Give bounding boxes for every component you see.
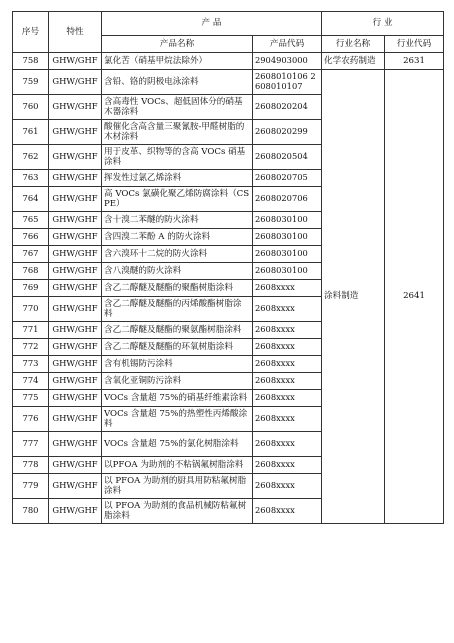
product-name: 含高毒性 VOCs、超低固体分的硝基木器涂料 [102,95,253,120]
product-code: 2608030100 [253,263,322,280]
row-feature: GHW/GHF [49,356,102,373]
product-code: 2608020706 [253,187,322,212]
row-feature: GHW/GHF [49,120,102,145]
product-name: VOCs 含量超 75%的氯化树脂涂料 [102,432,253,457]
product-name: 含氧化亚铜防污涂料 [102,373,253,390]
product-name: VOCs 含量超 75%的硝基纤维素涂料 [102,390,253,407]
row-feature: GHW/GHF [49,95,102,120]
row-number: 759 [13,70,49,95]
product-code: 2608xxxx [253,457,322,474]
row-number: 780 [13,499,49,524]
product-code: 2608xxxx [253,474,322,499]
row-feature: GHW/GHF [49,263,102,280]
product-name: 含铅、铬的阴极电泳涂料 [102,70,253,95]
industry-name: 涂料制造 [322,70,385,524]
row-feature: GHW/GHF [49,212,102,229]
product-name: 含乙二醇醚及醚酯的聚酯树脂涂料 [102,280,253,297]
product-code: 2608xxxx [253,407,322,432]
row-number: 775 [13,390,49,407]
row-number: 760 [13,95,49,120]
table-body [13,53,444,524]
row-feature: GHW/GHF [49,187,102,212]
row-feature: GHW/GHF [49,339,102,356]
row-feature: GHW/GHF [49,432,102,457]
product-code: 2608020504 [253,145,322,170]
row-number: 777 [13,432,49,457]
row-number: 768 [13,263,49,280]
row-number: 769 [13,280,49,297]
product-name: 以PFOA 为助剂的不粘锅氟树脂涂料 [102,457,253,474]
product-code: 2608xxxx [253,322,322,339]
product-code: 2608xxxx [253,356,322,373]
row-number: 761 [13,120,49,145]
col-header-industry-name: 行业名称 [322,36,385,53]
row-feature: GHW/GHF [49,53,102,70]
product-code: 2608xxxx [253,373,322,390]
product-name: 含十溴二苯醚的防火涂料 [102,212,253,229]
product-name: 含乙二醇醚及醚酯的丙烯酸酯树脂涂料 [102,297,253,322]
product-name: 含乙二醇醚及醚酯的聚氨酯树脂涂料 [102,322,253,339]
product-name: 以 PFOA 为助剂的食品机械防粘氟树脂涂料 [102,499,253,524]
header-row-1 [13,12,444,36]
col-header-industry-code: 行业代码 [385,36,444,53]
row-feature: GHW/GHF [49,297,102,322]
product-name: 以 PFOA 为助剂的厨具用防粘氟树脂涂料 [102,474,253,499]
product-name: VOCs 含量超 75%的热塑性丙烯酸涂料 [102,407,253,432]
product-code: 2608xxxx [253,297,322,322]
row-feature: GHW/GHF [49,407,102,432]
row-feature: GHW/GHF [49,474,102,499]
product-name: 含八溴醚的防火涂料 [102,263,253,280]
row-number: 779 [13,474,49,499]
row-number: 763 [13,170,49,187]
row-feature: GHW/GHF [49,390,102,407]
col-header-feature: 特性 [49,12,102,53]
row-number: 770 [13,297,49,322]
row-number: 773 [13,356,49,373]
table-row [13,70,444,95]
product-code: 2608020299 [253,120,322,145]
product-code: 2608010106 2608010107 [253,70,322,95]
product-code: 2608030100 [253,229,322,246]
row-number: 776 [13,407,49,432]
row-feature: GHW/GHF [49,229,102,246]
row-feature: GHW/GHF [49,145,102,170]
row-feature: GHW/GHF [49,246,102,263]
row-feature: GHW/GHF [49,70,102,95]
row-number: 771 [13,322,49,339]
product-code: 2608030100 [253,212,322,229]
product-name: 含有机锡防污涂料 [102,356,253,373]
row-feature: GHW/GHF [49,170,102,187]
row-number: 762 [13,145,49,170]
row-feature: GHW/GHF [49,373,102,390]
hazardous-products-table [12,11,444,524]
product-code: 2608020705 [253,170,322,187]
row-number: 772 [13,339,49,356]
table-row [13,53,444,70]
product-name: 酸催化含高含量三聚氰胺-甲醛树脂的木材涂料 [102,120,253,145]
product-code: 2608020204 [253,95,322,120]
product-code: 2608030100 [253,246,322,263]
group-header-product: 产 品 [102,12,322,36]
col-header-product-name: 产品名称 [102,36,253,53]
product-code: 2608xxxx [253,390,322,407]
row-number: 765 [13,212,49,229]
product-name: 高 VOCs 氯磺化聚乙烯防腐涂料（CSPE） [102,187,253,212]
col-header-no: 序号 [13,12,49,53]
product-name: 挥发性过氯乙烯涂料 [102,170,253,187]
product-code: 2608xxxx [253,499,322,524]
product-code: 2608xxxx [253,339,322,356]
row-number: 767 [13,246,49,263]
row-number: 758 [13,53,49,70]
row-feature: GHW/GHF [49,322,102,339]
row-number: 778 [13,457,49,474]
row-number: 766 [13,229,49,246]
row-feature: GHW/GHF [49,457,102,474]
row-feature: GHW/GHF [49,280,102,297]
product-code: 2608xxxx [253,432,322,457]
row-feature: GHW/GHF [49,499,102,524]
industry-code: 2641 [385,70,444,524]
product-name: 含乙二醇醚及醚酯的环氧树脂涂料 [102,339,253,356]
product-code: 2904903000 [253,53,322,70]
product-name: 含六溴环十二烷的防火涂料 [102,246,253,263]
row-number: 764 [13,187,49,212]
group-header-industry: 行 业 [322,12,444,36]
product-name: 氯化苦（硝基甲烷法除外） [102,53,253,70]
row-number: 774 [13,373,49,390]
product-code: 2608xxxx [253,280,322,297]
col-header-product-code: 产品代码 [253,36,322,53]
product-name: 用于皮革、织物等的含高 VOCs 硝基涂料 [102,145,253,170]
industry-name: 化学农药制造 [322,53,385,70]
product-name: 含四溴二苯酚 A 的防火涂料 [102,229,253,246]
industry-code: 2631 [385,53,444,70]
